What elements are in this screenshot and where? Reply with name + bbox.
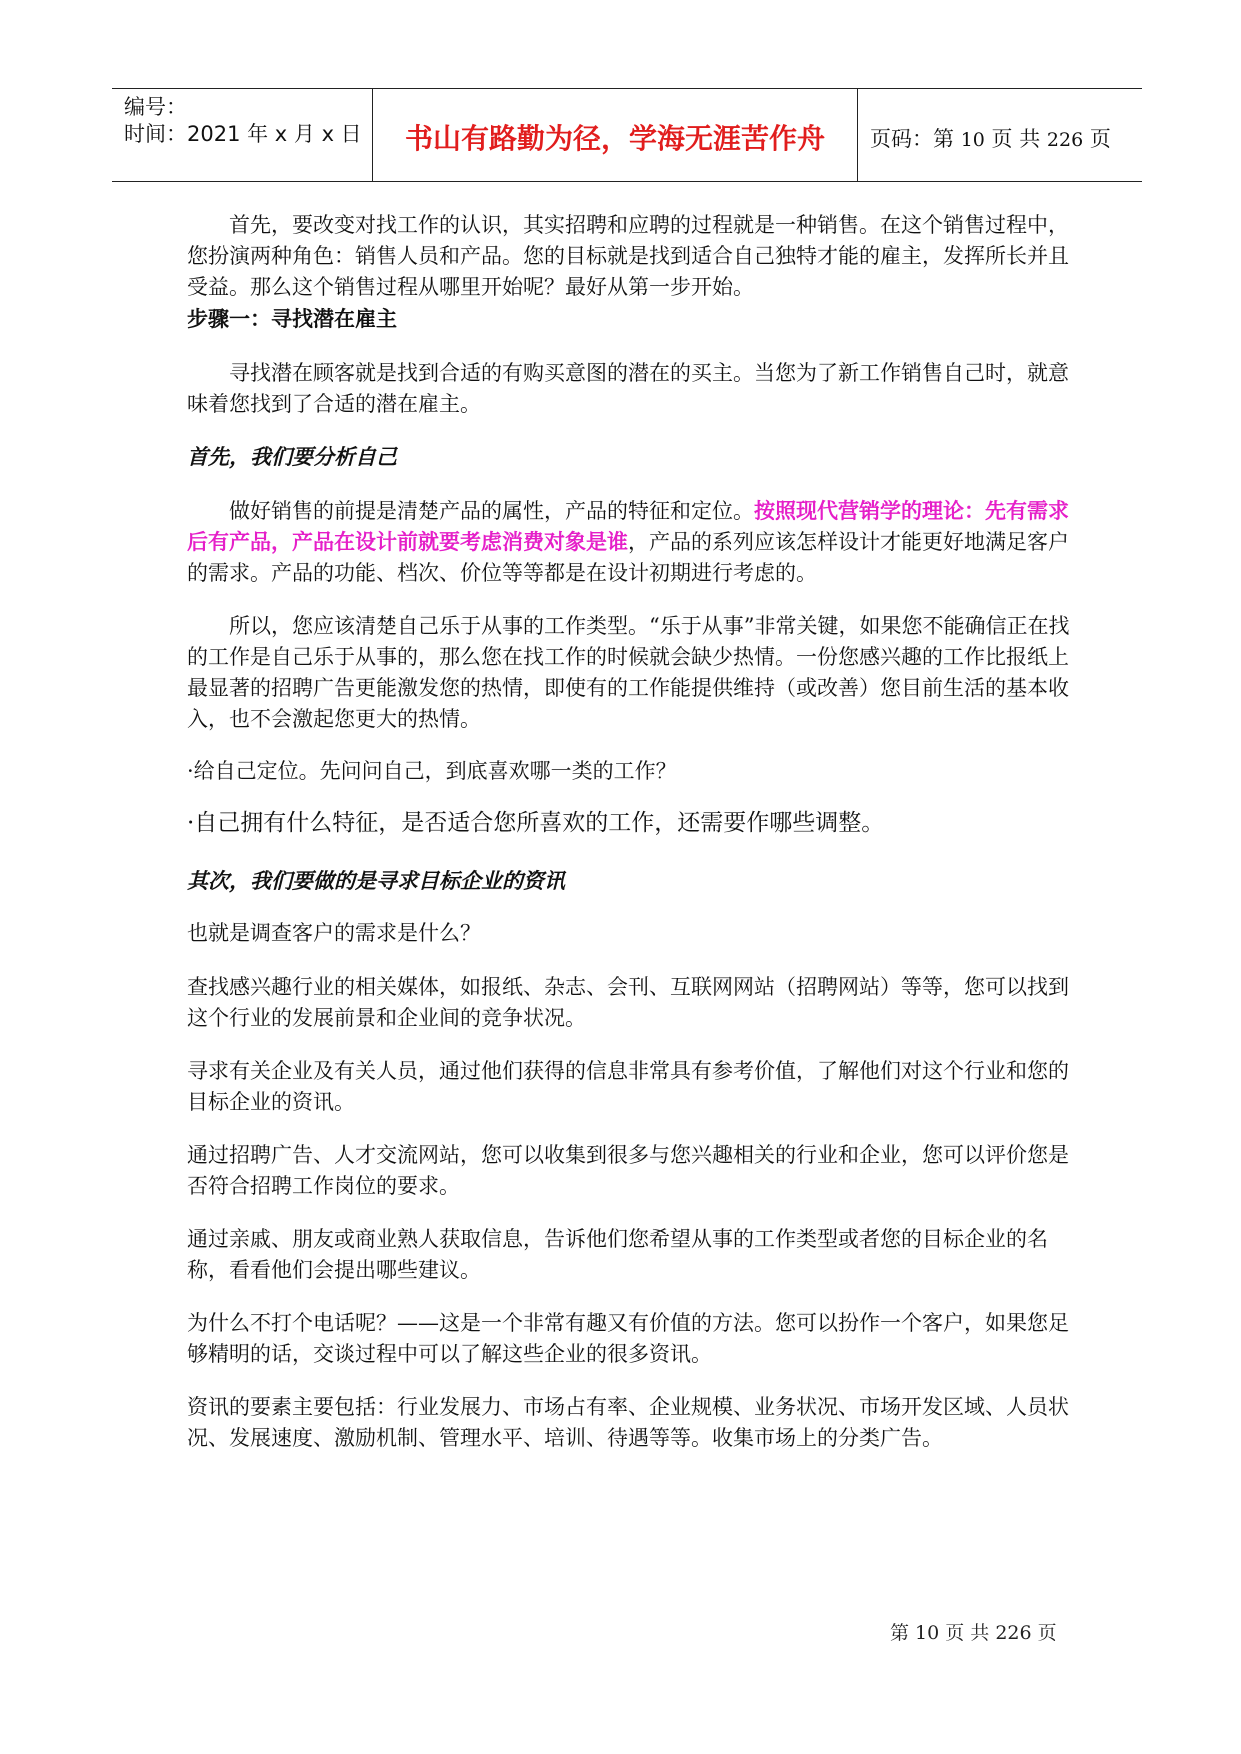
page-prefix: 页码：第 bbox=[870, 127, 961, 151]
bullet-position-self: ·给自己定位。先问问自己，到底喜欢哪一类的工作？ bbox=[187, 759, 677, 783]
paragraph-intro: 首先，要改变对找工作的认识，其实招聘和应聘的过程就是一种销售。在这个销售过程中，您扮演两种角色：销售人员和产品。您的目标就是找到适合自己独特才能的雇主，发挥所长并且受益。那么这个销售过程从哪里开始呢？最好从第一步开始。 bbox=[187, 213, 1069, 299]
heading-target-info: 其次，我们要做的是寻求目标企业的资讯 bbox=[187, 869, 565, 893]
page-total: 226 bbox=[1046, 129, 1084, 151]
heading-step-one: 步骤一：寻找潜在雇主 bbox=[187, 307, 397, 331]
header-info-cell bbox=[112, 89, 372, 181]
text-product-lead: 做好销售的前提是清楚产品的属性，产品的特征和定位。 bbox=[229, 499, 754, 523]
paragraph-ads: 通过招聘广告、人才交流网站，您可以收集到很多与您兴趣相关的行业和企业，您可以评价您是否符合招聘工作岗位的要求。 bbox=[187, 1143, 1069, 1198]
paragraph-find-buyers: 寻找潜在顾客就是找到合适的有购买意图的潜在的买主。当您为了新工作销售自己时，就意味着您找到了合适的潜在雇主。 bbox=[187, 361, 1069, 416]
paragraph-media: 查找感兴趣行业的相关媒体，如报纸、杂志、会刊、互联网网站（招聘网站）等等，您可以找到这个行业的发展前景和企业间的竞争状况。 bbox=[187, 975, 1069, 1030]
paragraph-info-elements: 资讯的要素主要包括：行业发展力、市场占有率、企业规模、业务状况、市场开发区域、人员状况、发展速度、激励机制、管理水平、培训、待遇等等。收集市场上的分类广告。 bbox=[187, 1395, 1069, 1450]
document-time-label: 时间：2021 年 x 月 x 日 bbox=[124, 122, 362, 146]
paragraph-phone: 为什么不打个电话呢？——这是一个非常有趣又有价值的方法。您可以扮作一个客户，如果您足够精明的话，交谈过程中可以了解这些企业的很多资讯。 bbox=[187, 1311, 1069, 1366]
paragraph-people: 寻求有关企业及有关人员，通过他们获得的信息非常具有参考价值，了解他们对这个行业和您的目标企业的资讯。 bbox=[187, 1059, 1069, 1114]
paragraph-product-attributes bbox=[187, 496, 1087, 589]
highlight-marketing-theory: 按照现代营销学的理论：先有需求后有产品，产品在设计前就要考虑消费对象是谁 bbox=[187, 499, 1069, 554]
paragraph-enjoy-work: 所以，您应该清楚自己乐于从事的工作类型。“乐于从事”非常关键，如果您不能确信正在找的工作是自己乐于从事的，那么您在找工作的时候就会缺少热情。一份您感兴趣的工作比报纸上最显著的招聘广告更能激发您的热情，即使有的工作能提供维持（或改善）您目前生活的基本收入，也不会激起您更大的热情。 bbox=[187, 614, 1070, 731]
page-footer: 第 10 页 共 226 页 bbox=[890, 1622, 1057, 1644]
header-page-number bbox=[870, 123, 1111, 153]
page-current: 10 bbox=[960, 129, 985, 151]
page-mid: 页 共 bbox=[984, 127, 1047, 151]
header-page-cell bbox=[858, 89, 1142, 181]
page-suffix: 页 bbox=[1083, 127, 1111, 151]
text-product-rest: ，产品的系列应该怎样设计才能更好地满足客户的需求。产品的功能、档次、价位等等都是在设计初期进行考虑的。 bbox=[187, 530, 1069, 585]
header-motto-cell bbox=[372, 89, 858, 181]
heading-analyze-self: 首先，我们要分析自己 bbox=[187, 445, 397, 469]
paragraph-survey-needs: 也就是调查客户的需求是什么？ bbox=[187, 921, 481, 945]
header-table bbox=[112, 88, 1142, 182]
bullet-traits: ·自己拥有什么特征，是否适合您所喜欢的工作，还需要作哪些调整。 bbox=[187, 810, 885, 836]
header-motto: 书山有路勤为径，学海无涯苦作舟 bbox=[404, 122, 825, 155]
document-number-label: 编号： bbox=[124, 95, 187, 119]
paragraph-relatives: 通过亲戚、朋友或商业熟人获取信息，告诉他们您希望从事的工作类型或者您的目标企业的名称，看看他们会提出哪些建议。 bbox=[187, 1227, 1048, 1282]
